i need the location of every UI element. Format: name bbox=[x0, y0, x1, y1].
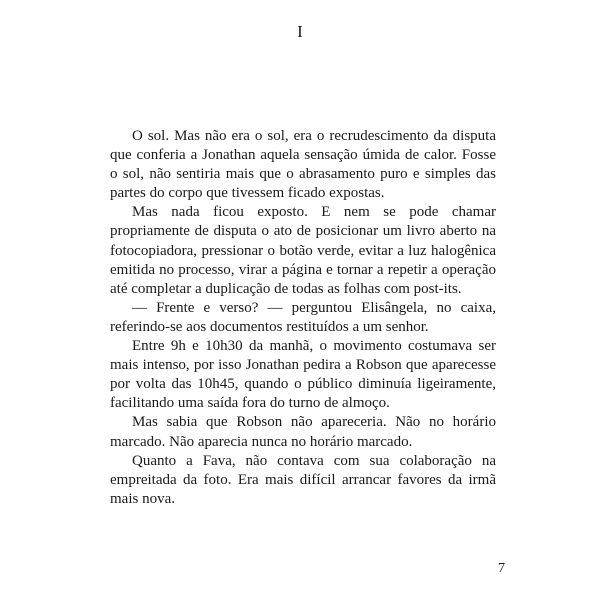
paragraph: — Frente e verso? — perguntou Elisângela, no caixa, referindo-se aos documentos restituídos a um senhor. bbox=[110, 299, 496, 335]
paragraph: Mas sabia que Robson não apareceria. Não no horário marcado. Não aparecia nunca no horário marcado. bbox=[110, 414, 496, 450]
page-number: 7 bbox=[498, 561, 505, 576]
paragraph: O sol. Mas não era o sol, era o recrudescimento da disputa que conferia a Jonathan aquela sensação úmida de calor. Fosse o sol, não sentiria mais que o abrasamento puro e simples das partes do corpo que tivessem ficado expostas. bbox=[110, 128, 496, 202]
chapter-body bbox=[110, 127, 496, 509]
paragraph: Quanto a Fava, não contava com sua colaboração na empreitada da foto. Era mais difícil arrancar favores da irmã mais nova. bbox=[110, 452, 496, 507]
paragraph: Entre 9h e 10h30 da manhã, o movimento costumava ser mais intenso, por isso Jonathan pedira a Robson que aparecesse por volta das 10h45, quando o público diminuía ligeiramente, facilitando uma saída fora do turno de almoço. bbox=[110, 338, 496, 412]
chapter-number: I bbox=[297, 22, 303, 41]
paragraph: Mas nada ficou exposto. E nem se pode chamar propriamente de disputa o ato de posicionar um livro aberto na fotocopiadora, pressionar o botão verde, evitar a luz halogênica emitida no processo, virar a página e tornar a repetir a operação até completar a duplicação de todas as folhas com post-its. bbox=[110, 204, 496, 297]
